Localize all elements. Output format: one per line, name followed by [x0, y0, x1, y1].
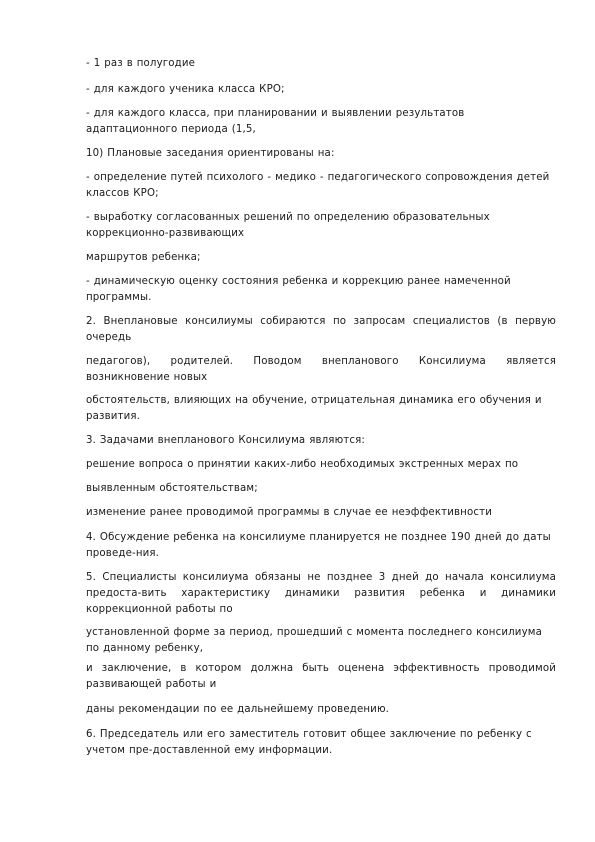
paragraph-each-student: - для каждого ученика класса КРО; [86, 84, 285, 95]
paragraph-section-2: 2. Внеплановые консилиумы собираются по запросам специалистов (в первую очередь [86, 316, 556, 343]
paragraph-frequency: - 1 раз в полугодие [86, 58, 196, 69]
paragraph-routes: маршрутов ребенка; [86, 252, 201, 263]
paragraph-planned-meetings: 10) Плановые заседания ориентированы на: [86, 148, 335, 159]
paragraph-section-5: 5. Специалисты консилиума обязаны не позднее 3 дней до начала консилиума предоста-вить характеристику динамики развития ребенка и динамики коррекционной работы по [86, 572, 556, 615]
paragraph-section-6: 6. Председатель или его заместитель готовит общее заключение по ребенку с учетом пре-доставленной ему информации. [86, 729, 532, 756]
paragraph-section-3: 3. Задачами внепланового Консилиума являются: [86, 435, 365, 446]
paragraph-recommendations: даны рекомендации по ее дальнейшему проведению. [86, 704, 390, 715]
paragraph-each-class: - для каждого класса, при планировании и выявлении результатов адаптационного периода (1,5, [86, 108, 465, 135]
paragraph-established-form: установленной форме за период, прошедший с момента последнего консилиума по данному ребенку, [86, 627, 542, 654]
paragraph-support-paths: - определение путей психолого - медико - педагогического сопровождения детей классов КРО; [86, 172, 550, 199]
paragraph-circumstances: обстоятельств, влияющих на обучение, отрицательная динамика его обучения и развития. [86, 395, 542, 422]
paragraph-parents: педагогов), родителей. Поводом внепланового Консилиума является возникновение новых [86, 356, 556, 383]
paragraph-emergency-measures: решение вопроса о принятии каких-либо необходимых экстренных мерах по [86, 459, 519, 470]
paragraph-dynamic-assessment: - динамическую оценку состояния ребенка и коррекцию ранее намеченной программы. [86, 276, 511, 303]
paragraph-program-change: изменение ранее проводимой программы в случае ее неэффективности [86, 507, 492, 518]
paragraph-agreed-decisions: - выработку согласованных решений по определению образовательных коррекционно-развивающих [86, 212, 490, 239]
paragraph-section-4: 4. Обсуждение ребенка на консилиуме планируется не позднее 190 дней до даты проведе-ния. [86, 532, 551, 559]
paragraph-conclusion: и заключение, в котором должна быть оценена эффективность проводимой развивающей работы и [86, 663, 556, 690]
paragraph-identified-circumstances: выявленным обстоятельствам; [86, 483, 258, 494]
